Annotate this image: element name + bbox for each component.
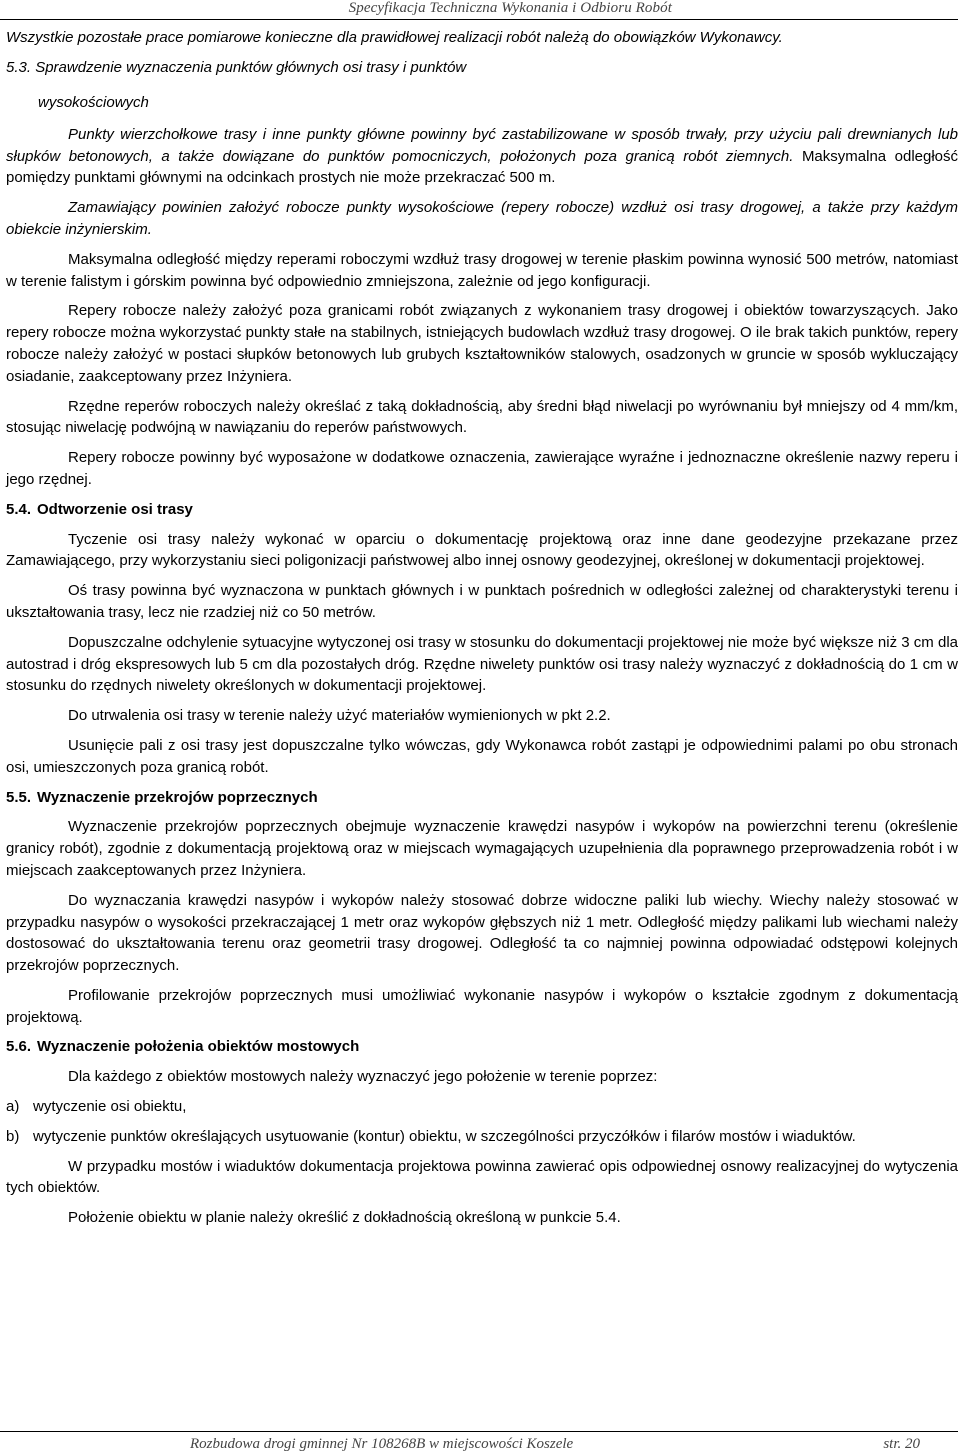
paragraph: Dopuszczalne odchylenie sytuacyjne wytyczonej osi trasy w stosunku do dokumentacji projektowej nie może być większe niż 3 cm dla autostrad i dróg ekspresowych lub 5 cm dla pozostałych dróg. Rzędne niwelety punktów osi trasy należy wyznaczyć z dokładnością do 1 cm w stosunku do rzędnych niwelety określonych w dokumentacji projektowej.: [6, 633, 958, 695]
paragraph: W przypadku mostów i wiaduktów dokumentacja projektowa powinna zawierać opis odpowiednej osnowy realizacyjnej do wytyczenia tych obiektów.: [6, 1157, 958, 1197]
paragraph: Położenie obiektu w planie należy określić z dokładnością określoną w punkcie 5.4.: [68, 1209, 621, 1227]
paragraph: Repery robocze należy założyć poza granicami robót związanych z wykonaniem trasy drogowej i obiektów towarzyszących. Jako repery robocze można wykorzystać punkty stałe na stabilnych, istniejących budowlach wzdłuż trasy drogowej. O ile brak takich punktów, repery robocze należy założyć w postaci słupków betonowych lub grubych kształtowników stalowych, osadzonych w gruncie w sposób wykluczający osiadanie, zaakceptowany przez Inżyniera.: [6, 302, 958, 385]
footer-rule: [0, 1431, 958, 1432]
page-number: str. 20: [883, 1436, 920, 1452]
paragraph: Oś trasy powinna być wyznaczona w punktach głównych i w punktach pośrednich w odległości zależnej od charakterystyki terenu i ukształtowania trasy, lecz nie rzadziej niż co 50 metrów.: [6, 582, 958, 621]
paragraph: Zamawiający powinien założyć robocze punkty wysokościowe (repery robocze) wzdłuż osi trasy drogowej, a także przy każdym obiekcie inżynierskim.: [6, 199, 958, 238]
paragraph: Repery robocze powinny być wyposażone w dodatkowe oznaczenia, zawierające wyraźne i jednoznaczne określenie nazwy reperu i jego rzędnej.: [6, 449, 958, 488]
paragraph: Do utrwalenia osi trasy w terenie należy użyć materiałów wymienionych w pkt 2.2.: [68, 707, 611, 725]
header-rule: [0, 19, 958, 20]
paragraph: Maksymalna odległość między reperami roboczymi wzdłuż trasy drogowej w terenie płaskim powinna wynosić 500 metrów, natomiast w terenie falistym i górskim powinna być odpowiednio zmniejszona, zależnie od jego konfiguracji.: [6, 250, 958, 290]
section-number: 5.4.: [6, 500, 32, 518]
intro-paragraph: Wszystkie pozostałe prace pomiarowe konieczne dla prawidłowej realizacji robót należą do obowiązków Wykonawcy.: [6, 29, 783, 46]
paragraph: Wyznaczenie przekrojów poprzecznych obejmuje wyznaczenie krawędzi nasypów i wykopów na powierzchni terenu (określenie granicy robót), zgodnie z dokumentacją projektową oraz w miejscach wymagających uzupełnienia dla poprawnego przeprowadzenia robót i w miejscach zaakceptowanych przez Inżyniera.: [6, 818, 958, 879]
list-item-text: wytyczenie punktów określających usytuowanie (kontur) obiektu, w szczególności przyczółków i filarów mostów i wiaduktów.: [33, 1127, 856, 1145]
section-5-3-heading: [6, 57, 958, 114]
paragraph: Usunięcie pali z osi trasy jest dopuszczalne tylko wówczas, gdy Wykonawca robót zastąpi je odpowiednimi palami po obu stronach osi, umieszczonych poza granicą robót.: [6, 736, 958, 776]
paragraph-italic: Punkty wierzchołkowe trasy i inne punkty główne powinny być zastabilizowane w sposób trwały, przy użyciu pali drewnianych lub słupków betonowych, a także dowiązane do punktów pomocniczych, położonych poza granicą robót ziemnych.: [6, 125, 958, 165]
section-title: Wyznaczenie położenia obiektów mostowych: [37, 1038, 360, 1056]
page-header: [0, 0, 960, 22]
section-number: 5.5.: [6, 788, 32, 806]
section-title-line2: wysokościowych: [38, 94, 149, 112]
paragraph: Tyczenie osi trasy należy wykonać w oparciu o dokumentację projektową oraz inne dane geodezyjne przekazane przez Zamawiającego, przy wykorzystaniu sieci poligonizacji państwowej albo innej osnowy geodezyjnej, określonej w dokumentacji projektowej.: [6, 530, 958, 570]
footer-document-title: Rozbudowa drogi gminnej Nr 108268B w miejscowości Koszele: [190, 1436, 574, 1452]
paragraph: Profilowanie przekrojów poprzecznych musi umożliwiać wykonanie nasypów i wykopów o kształcie zgodnym z dokumentacją projektową.: [6, 986, 958, 1026]
paragraph: Do wyznaczania krawędzi nasypów i wykopów należy stosować dobrze widoczne paliki lub wiechy. Wiechy należy stosować w przypadku nasypów o wysokości przekraczającej 1 metr oraz wykopów głębszych niż 1 metr. Odległość między palikami lub wiechami należy dostosować do ukształtowania terenu oraz geometrii trasy drogowej. Odległość ta co najmniej powinna odpowiadać odstępowi kolejnych przekrojów poprzecznych.: [6, 891, 958, 975]
page-footer: [0, 1431, 958, 1455]
header-title: Specyfikacja Techniczna Wykonania i Odbioru Robót: [348, 0, 672, 16]
document-body: [6, 27, 958, 1237]
section-5-4-heading: [6, 499, 958, 521]
list-item: [6, 1126, 958, 1148]
paragraph-regular: Maksymalna odległość pomiędzy punktami głównymi na odcinkach prostych nie może przekraczać 500 m.: [6, 147, 959, 187]
list-item-label: a): [6, 1098, 20, 1116]
section-title: Wyznaczenie przekrojów poprzecznych: [37, 788, 318, 806]
paragraph: Rzędne reperów roboczych należy określać z taką dokładnością, aby średni błąd niwelacji po wyrównaniu był mniejszy od 4 mm/km, stosując niwelację podwójną w nawiązaniu do reperów państwowych.: [6, 397, 958, 437]
section-5-6-heading: [6, 1036, 958, 1058]
paragraph: Dla każdego z obiektów mostowych należy wyznaczyć jego położenie w terenie poprzez:: [68, 1068, 658, 1086]
list-item-text: wytyczenie osi obiektu,: [33, 1098, 187, 1116]
paragraph: [6, 124, 958, 189]
list-item-label: b): [6, 1127, 20, 1145]
section-5-5-heading: [6, 787, 958, 809]
section-title-line1: Sprawdzenie wyznaczenia punktów głównych osi trasy i punktów: [35, 58, 467, 76]
section-number: 5.3.: [6, 58, 32, 76]
section-title: Odtworzenie osi trasy: [37, 500, 193, 518]
section-number: 5.6.: [6, 1038, 32, 1056]
list-item: [6, 1096, 958, 1118]
